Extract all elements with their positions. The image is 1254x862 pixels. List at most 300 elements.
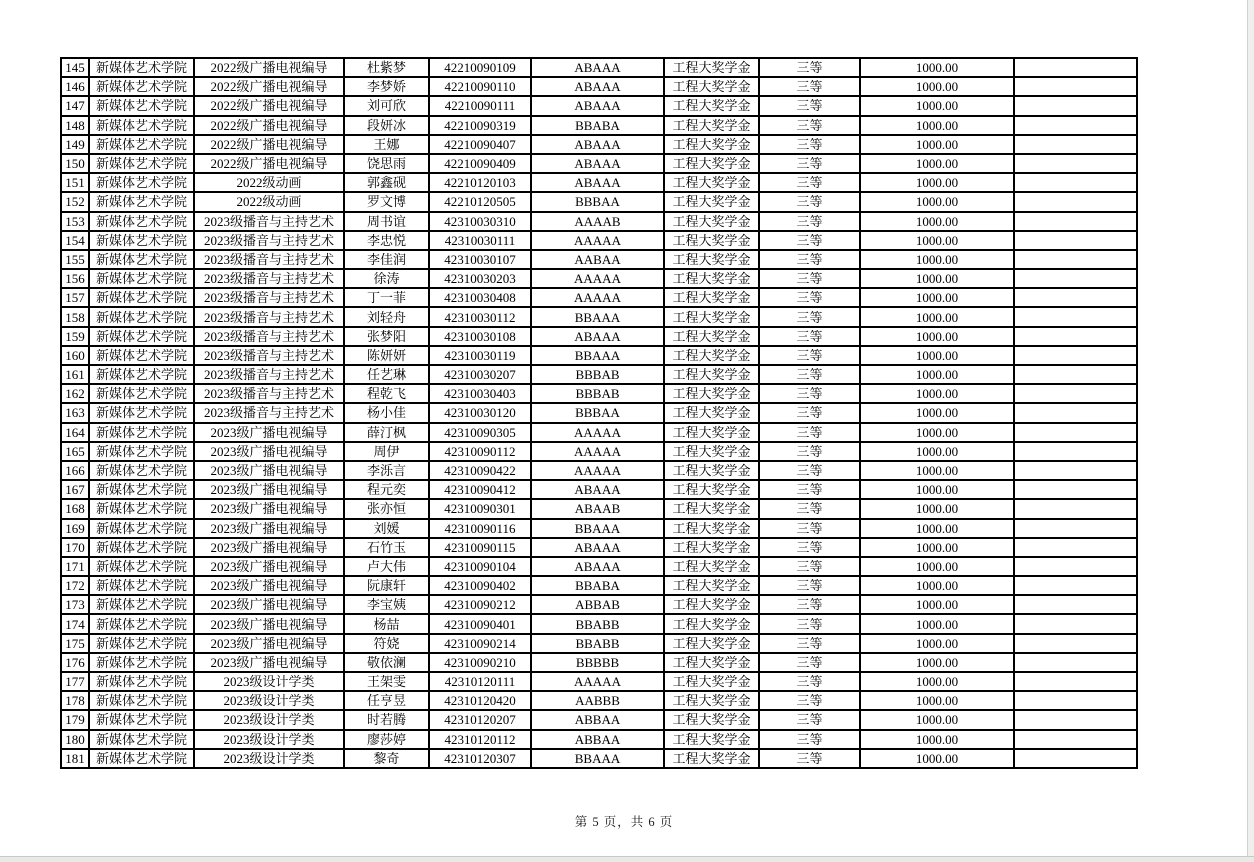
college-name: 新媒体艺术学院 bbox=[89, 519, 194, 538]
evaluation-grades: AABAA bbox=[531, 250, 664, 269]
scholarship-name: 工程大奖学金 bbox=[664, 614, 759, 633]
empty-note bbox=[1014, 173, 1137, 192]
evaluation-grades: BBBBB bbox=[531, 653, 664, 672]
student-name: 段妍冰 bbox=[344, 116, 429, 135]
award-level: 三等 bbox=[759, 365, 860, 384]
class-name: 2023级播音与主持艺术 bbox=[194, 250, 344, 269]
amount: 1000.00 bbox=[860, 58, 1014, 77]
class-name: 2023级设计学类 bbox=[194, 710, 344, 729]
award-level: 三等 bbox=[759, 307, 860, 326]
student-name: 刘轻舟 bbox=[344, 307, 429, 326]
student-id: 42310090212 bbox=[429, 595, 531, 614]
row-number: 179 bbox=[61, 710, 89, 729]
empty-note bbox=[1014, 307, 1137, 326]
row-number: 163 bbox=[61, 403, 89, 422]
class-name: 2022级广播电视编导 bbox=[194, 96, 344, 115]
student-id: 42310120112 bbox=[429, 730, 531, 749]
row-number: 148 bbox=[61, 116, 89, 135]
row-number: 158 bbox=[61, 307, 89, 326]
award-level: 三等 bbox=[759, 557, 860, 576]
scholarship-name: 工程大奖学金 bbox=[664, 135, 759, 154]
scholarship-name: 工程大奖学金 bbox=[664, 519, 759, 538]
student-id: 42210090319 bbox=[429, 116, 531, 135]
college-name: 新媒体艺术学院 bbox=[89, 231, 194, 250]
evaluation-grades: ABAAA bbox=[531, 135, 664, 154]
class-name: 2023级广播电视编导 bbox=[194, 423, 344, 442]
student-name: 石竹玉 bbox=[344, 538, 429, 557]
amount: 1000.00 bbox=[860, 77, 1014, 96]
amount: 1000.00 bbox=[860, 327, 1014, 346]
table-row bbox=[61, 423, 1137, 442]
evaluation-grades: ABAAA bbox=[531, 327, 664, 346]
award-level: 三等 bbox=[759, 77, 860, 96]
amount: 1000.00 bbox=[860, 595, 1014, 614]
empty-note bbox=[1014, 288, 1137, 307]
table-row bbox=[61, 557, 1137, 576]
table-row bbox=[61, 135, 1137, 154]
table-row bbox=[61, 384, 1137, 403]
empty-note bbox=[1014, 538, 1137, 557]
empty-note bbox=[1014, 730, 1137, 749]
table-row bbox=[61, 212, 1137, 231]
scholarship-name: 工程大奖学金 bbox=[664, 96, 759, 115]
empty-note bbox=[1014, 116, 1137, 135]
row-number: 147 bbox=[61, 96, 89, 115]
student-name: 李梦娇 bbox=[344, 77, 429, 96]
student-id: 42310030119 bbox=[429, 346, 531, 365]
evaluation-grades: ABAAA bbox=[531, 154, 664, 173]
evaluation-grades: ABBAA bbox=[531, 710, 664, 729]
scholarship-name: 工程大奖学金 bbox=[664, 116, 759, 135]
student-name: 李泺言 bbox=[344, 461, 429, 480]
evaluation-grades: BBABA bbox=[531, 116, 664, 135]
class-name: 2022级广播电视编导 bbox=[194, 154, 344, 173]
scholarship-name: 工程大奖学金 bbox=[664, 461, 759, 480]
student-id: 42310090116 bbox=[429, 519, 531, 538]
scholarship-name: 工程大奖学金 bbox=[664, 269, 759, 288]
scholarship-name: 工程大奖学金 bbox=[664, 672, 759, 691]
evaluation-grades: BBAAA bbox=[531, 519, 664, 538]
amount: 1000.00 bbox=[860, 96, 1014, 115]
award-level: 三等 bbox=[759, 192, 860, 211]
scholarship-name: 工程大奖学金 bbox=[664, 442, 759, 461]
student-name: 杨小佳 bbox=[344, 403, 429, 422]
student-name: 李佳润 bbox=[344, 250, 429, 269]
row-number: 162 bbox=[61, 384, 89, 403]
class-name: 2023级播音与主持艺术 bbox=[194, 288, 344, 307]
class-name: 2023级播音与主持艺术 bbox=[194, 403, 344, 422]
empty-note bbox=[1014, 519, 1137, 538]
award-level: 三等 bbox=[759, 269, 860, 288]
college-name: 新媒体艺术学院 bbox=[89, 672, 194, 691]
empty-note bbox=[1014, 672, 1137, 691]
student-name: 刘可欣 bbox=[344, 96, 429, 115]
college-name: 新媒体艺术学院 bbox=[89, 480, 194, 499]
table-row bbox=[61, 730, 1137, 749]
college-name: 新媒体艺术学院 bbox=[89, 614, 194, 633]
empty-note bbox=[1014, 614, 1137, 633]
student-name: 任艺琳 bbox=[344, 365, 429, 384]
evaluation-grades: ABAAA bbox=[531, 538, 664, 557]
class-name: 2023级广播电视编导 bbox=[194, 653, 344, 672]
award-level: 三等 bbox=[759, 691, 860, 710]
evaluation-grades: ABBAB bbox=[531, 595, 664, 614]
award-level: 三等 bbox=[759, 442, 860, 461]
college-name: 新媒体艺术学院 bbox=[89, 288, 194, 307]
student-name: 周书谊 bbox=[344, 212, 429, 231]
college-name: 新媒体艺术学院 bbox=[89, 327, 194, 346]
amount: 1000.00 bbox=[860, 653, 1014, 672]
award-level: 三等 bbox=[759, 250, 860, 269]
scholarship-name: 工程大奖学金 bbox=[664, 250, 759, 269]
evaluation-grades: AAAAA bbox=[531, 288, 664, 307]
scholarship-name: 工程大奖学金 bbox=[664, 192, 759, 211]
student-id: 42310030310 bbox=[429, 212, 531, 231]
student-name: 薛汀枫 bbox=[344, 423, 429, 442]
table-row bbox=[61, 116, 1137, 135]
student-id: 42210120103 bbox=[429, 173, 531, 192]
college-name: 新媒体艺术学院 bbox=[89, 212, 194, 231]
scholarship-name: 工程大奖学金 bbox=[664, 557, 759, 576]
class-name: 2023级广播电视编导 bbox=[194, 461, 344, 480]
scholarship-name: 工程大奖学金 bbox=[664, 231, 759, 250]
student-name: 杜紫梦 bbox=[344, 58, 429, 77]
empty-note bbox=[1014, 653, 1137, 672]
college-name: 新媒体艺术学院 bbox=[89, 384, 194, 403]
college-name: 新媒体艺术学院 bbox=[89, 135, 194, 154]
empty-note bbox=[1014, 77, 1137, 96]
evaluation-grades: AAAAB bbox=[531, 212, 664, 231]
college-name: 新媒体艺术学院 bbox=[89, 346, 194, 365]
student-name: 杨喆 bbox=[344, 614, 429, 633]
amount: 1000.00 bbox=[860, 403, 1014, 422]
table-row bbox=[61, 538, 1137, 557]
student-id: 42310030403 bbox=[429, 384, 531, 403]
row-number: 176 bbox=[61, 653, 89, 672]
student-id: 42210090409 bbox=[429, 154, 531, 173]
college-name: 新媒体艺术学院 bbox=[89, 307, 194, 326]
scholarship-name: 工程大奖学金 bbox=[664, 327, 759, 346]
student-id: 42310090104 bbox=[429, 557, 531, 576]
student-name: 李宝姨 bbox=[344, 595, 429, 614]
class-name: 2023级设计学类 bbox=[194, 691, 344, 710]
amount: 1000.00 bbox=[860, 691, 1014, 710]
amount: 1000.00 bbox=[860, 499, 1014, 518]
class-name: 2023级广播电视编导 bbox=[194, 634, 344, 653]
scholarship-name: 工程大奖学金 bbox=[664, 365, 759, 384]
college-name: 新媒体艺术学院 bbox=[89, 250, 194, 269]
row-number: 167 bbox=[61, 480, 89, 499]
evaluation-grades: AABBB bbox=[531, 691, 664, 710]
student-name: 符娆 bbox=[344, 634, 429, 653]
row-number: 181 bbox=[61, 749, 89, 768]
student-id: 42310030107 bbox=[429, 250, 531, 269]
amount: 1000.00 bbox=[860, 154, 1014, 173]
award-level: 三等 bbox=[759, 327, 860, 346]
college-name: 新媒体艺术学院 bbox=[89, 77, 194, 96]
empty-note bbox=[1014, 461, 1137, 480]
award-level: 三等 bbox=[759, 480, 860, 499]
award-level: 三等 bbox=[759, 231, 860, 250]
evaluation-grades: BBBAB bbox=[531, 384, 664, 403]
empty-note bbox=[1014, 135, 1137, 154]
empty-note bbox=[1014, 480, 1137, 499]
award-level: 三等 bbox=[759, 96, 860, 115]
award-level: 三等 bbox=[759, 634, 860, 653]
amount: 1000.00 bbox=[860, 288, 1014, 307]
table-row bbox=[61, 269, 1137, 288]
empty-note bbox=[1014, 384, 1137, 403]
row-number: 154 bbox=[61, 231, 89, 250]
college-name: 新媒体艺术学院 bbox=[89, 499, 194, 518]
empty-note bbox=[1014, 192, 1137, 211]
table-row bbox=[61, 403, 1137, 422]
table-row bbox=[61, 231, 1137, 250]
table-row bbox=[61, 749, 1137, 768]
evaluation-grades: BBBAB bbox=[531, 365, 664, 384]
scholarship-name: 工程大奖学金 bbox=[664, 346, 759, 365]
amount: 1000.00 bbox=[860, 730, 1014, 749]
empty-note bbox=[1014, 154, 1137, 173]
student-id: 42310090422 bbox=[429, 461, 531, 480]
class-name: 2023级广播电视编导 bbox=[194, 557, 344, 576]
award-level: 三等 bbox=[759, 595, 860, 614]
scholarship-name: 工程大奖学金 bbox=[664, 749, 759, 768]
row-number: 177 bbox=[61, 672, 89, 691]
table-row bbox=[61, 154, 1137, 173]
award-level: 三等 bbox=[759, 212, 860, 231]
evaluation-grades: BBABB bbox=[531, 614, 664, 633]
page-bottom-edge bbox=[0, 856, 1254, 862]
amount: 1000.00 bbox=[860, 557, 1014, 576]
empty-note bbox=[1014, 403, 1137, 422]
row-number: 156 bbox=[61, 269, 89, 288]
amount: 1000.00 bbox=[860, 423, 1014, 442]
amount: 1000.00 bbox=[860, 307, 1014, 326]
row-number: 171 bbox=[61, 557, 89, 576]
empty-note bbox=[1014, 327, 1137, 346]
college-name: 新媒体艺术学院 bbox=[89, 749, 194, 768]
table-row bbox=[61, 96, 1137, 115]
row-number: 172 bbox=[61, 576, 89, 595]
row-number: 157 bbox=[61, 288, 89, 307]
empty-note bbox=[1014, 557, 1137, 576]
class-name: 2023级广播电视编导 bbox=[194, 442, 344, 461]
table-row bbox=[61, 634, 1137, 653]
evaluation-grades: AAAAA bbox=[531, 442, 664, 461]
evaluation-grades: ABAAA bbox=[531, 58, 664, 77]
row-number: 173 bbox=[61, 595, 89, 614]
award-level: 三等 bbox=[759, 749, 860, 768]
amount: 1000.00 bbox=[860, 212, 1014, 231]
class-name: 2023级播音与主持艺术 bbox=[194, 269, 344, 288]
row-number: 175 bbox=[61, 634, 89, 653]
amount: 1000.00 bbox=[860, 614, 1014, 633]
class-name: 2023级播音与主持艺术 bbox=[194, 346, 344, 365]
college-name: 新媒体艺术学院 bbox=[89, 365, 194, 384]
empty-note bbox=[1014, 231, 1137, 250]
row-number: 166 bbox=[61, 461, 89, 480]
student-id: 42310090115 bbox=[429, 538, 531, 557]
row-number: 146 bbox=[61, 77, 89, 96]
student-name: 卢大伟 bbox=[344, 557, 429, 576]
student-name: 黎奇 bbox=[344, 749, 429, 768]
table-row bbox=[61, 250, 1137, 269]
class-name: 2023级广播电视编导 bbox=[194, 519, 344, 538]
empty-note bbox=[1014, 749, 1137, 768]
student-name: 饶思雨 bbox=[344, 154, 429, 173]
scholarship-name: 工程大奖学金 bbox=[664, 538, 759, 557]
class-name: 2023级播音与主持艺术 bbox=[194, 365, 344, 384]
evaluation-grades: BBBAA bbox=[531, 192, 664, 211]
empty-note bbox=[1014, 212, 1137, 231]
college-name: 新媒体艺术学院 bbox=[89, 269, 194, 288]
evaluation-grades: BBAAA bbox=[531, 749, 664, 768]
student-name: 周伊 bbox=[344, 442, 429, 461]
class-name: 2023级广播电视编导 bbox=[194, 538, 344, 557]
evaluation-grades: AAAAA bbox=[531, 423, 664, 442]
class-name: 2023级播音与主持艺术 bbox=[194, 327, 344, 346]
empty-note bbox=[1014, 346, 1137, 365]
amount: 1000.00 bbox=[860, 461, 1014, 480]
student-id: 42310090412 bbox=[429, 480, 531, 499]
student-name: 程乾飞 bbox=[344, 384, 429, 403]
amount: 1000.00 bbox=[860, 749, 1014, 768]
row-number: 169 bbox=[61, 519, 89, 538]
class-name: 2023级广播电视编导 bbox=[194, 595, 344, 614]
college-name: 新媒体艺术学院 bbox=[89, 461, 194, 480]
college-name: 新媒体艺术学院 bbox=[89, 192, 194, 211]
scholarship-name: 工程大奖学金 bbox=[664, 653, 759, 672]
row-number: 180 bbox=[61, 730, 89, 749]
award-level: 三等 bbox=[759, 423, 860, 442]
student-id: 42310030108 bbox=[429, 327, 531, 346]
student-name: 时若腾 bbox=[344, 710, 429, 729]
table-row bbox=[61, 327, 1137, 346]
amount: 1000.00 bbox=[860, 116, 1014, 135]
table-row bbox=[61, 58, 1137, 77]
amount: 1000.00 bbox=[860, 384, 1014, 403]
table-row bbox=[61, 307, 1137, 326]
evaluation-grades: BBAAA bbox=[531, 307, 664, 326]
student-name: 陈妍妍 bbox=[344, 346, 429, 365]
evaluation-grades: AAAAA bbox=[531, 461, 664, 480]
student-id: 42310090402 bbox=[429, 576, 531, 595]
page-number-text: 第 5 页，共 6 页 bbox=[574, 815, 674, 829]
scholarship-name: 工程大奖学金 bbox=[664, 576, 759, 595]
page-footer bbox=[0, 812, 1248, 830]
college-name: 新媒体艺术学院 bbox=[89, 557, 194, 576]
row-number: 174 bbox=[61, 614, 89, 633]
student-id: 42310120111 bbox=[429, 672, 531, 691]
empty-note bbox=[1014, 576, 1137, 595]
student-name: 徐涛 bbox=[344, 269, 429, 288]
evaluation-grades: BBBAA bbox=[531, 403, 664, 422]
class-name: 2023级广播电视编导 bbox=[194, 499, 344, 518]
student-id: 42210090110 bbox=[429, 77, 531, 96]
award-level: 三等 bbox=[759, 346, 860, 365]
amount: 1000.00 bbox=[860, 480, 1014, 499]
student-name: 程元奕 bbox=[344, 480, 429, 499]
student-id: 42310120207 bbox=[429, 710, 531, 729]
award-level: 三等 bbox=[759, 288, 860, 307]
student-id: 42310030111 bbox=[429, 231, 531, 250]
class-name: 2022级广播电视编导 bbox=[194, 116, 344, 135]
evaluation-grades: BBABB bbox=[531, 634, 664, 653]
empty-note bbox=[1014, 269, 1137, 288]
amount: 1000.00 bbox=[860, 365, 1014, 384]
student-id: 42310090112 bbox=[429, 442, 531, 461]
empty-note bbox=[1014, 250, 1137, 269]
class-name: 2022级广播电视编导 bbox=[194, 58, 344, 77]
student-name: 王架雯 bbox=[344, 672, 429, 691]
empty-note bbox=[1014, 96, 1137, 115]
college-name: 新媒体艺术学院 bbox=[89, 154, 194, 173]
student-name: 廖莎婷 bbox=[344, 730, 429, 749]
award-level: 三等 bbox=[759, 384, 860, 403]
college-name: 新媒体艺术学院 bbox=[89, 691, 194, 710]
student-name: 罗文博 bbox=[344, 192, 429, 211]
student-name: 任亨昱 bbox=[344, 691, 429, 710]
empty-note bbox=[1014, 442, 1137, 461]
college-name: 新媒体艺术学院 bbox=[89, 730, 194, 749]
student-id: 42310090301 bbox=[429, 499, 531, 518]
amount: 1000.00 bbox=[860, 135, 1014, 154]
empty-note bbox=[1014, 499, 1137, 518]
award-level: 三等 bbox=[759, 538, 860, 557]
college-name: 新媒体艺术学院 bbox=[89, 634, 194, 653]
student-id: 42210090407 bbox=[429, 135, 531, 154]
amount: 1000.00 bbox=[860, 250, 1014, 269]
table-row bbox=[61, 442, 1137, 461]
scholarship-award-table bbox=[60, 57, 1138, 769]
evaluation-grades: ABAAA bbox=[531, 96, 664, 115]
evaluation-grades: BBAAA bbox=[531, 346, 664, 365]
student-id: 42310120420 bbox=[429, 691, 531, 710]
amount: 1000.00 bbox=[860, 634, 1014, 653]
amount: 1000.00 bbox=[860, 672, 1014, 691]
college-name: 新媒体艺术学院 bbox=[89, 58, 194, 77]
amount: 1000.00 bbox=[860, 710, 1014, 729]
class-name: 2023级广播电视编导 bbox=[194, 576, 344, 595]
scholarship-name: 工程大奖学金 bbox=[664, 58, 759, 77]
table-row bbox=[61, 519, 1137, 538]
table-row bbox=[61, 499, 1137, 518]
class-name: 2022级动画 bbox=[194, 192, 344, 211]
scholarship-name: 工程大奖学金 bbox=[664, 403, 759, 422]
table-row bbox=[61, 672, 1137, 691]
evaluation-grades: ABAAA bbox=[531, 173, 664, 192]
empty-note bbox=[1014, 595, 1137, 614]
row-number: 149 bbox=[61, 135, 89, 154]
award-level: 三等 bbox=[759, 519, 860, 538]
evaluation-grades: AAAAA bbox=[531, 231, 664, 250]
student-id: 42310030408 bbox=[429, 288, 531, 307]
scholarship-name: 工程大奖学金 bbox=[664, 634, 759, 653]
table-row bbox=[61, 173, 1137, 192]
scholarship-name: 工程大奖学金 bbox=[664, 499, 759, 518]
student-id: 42310120307 bbox=[429, 749, 531, 768]
row-number: 161 bbox=[61, 365, 89, 384]
evaluation-grades: BBABA bbox=[531, 576, 664, 595]
evaluation-grades: ABBAA bbox=[531, 730, 664, 749]
student-name: 郭鑫砚 bbox=[344, 173, 429, 192]
table-row bbox=[61, 576, 1137, 595]
student-id: 42310030112 bbox=[429, 307, 531, 326]
student-name: 敬依澜 bbox=[344, 653, 429, 672]
student-name: 王娜 bbox=[344, 135, 429, 154]
evaluation-grades: ABAAB bbox=[531, 499, 664, 518]
